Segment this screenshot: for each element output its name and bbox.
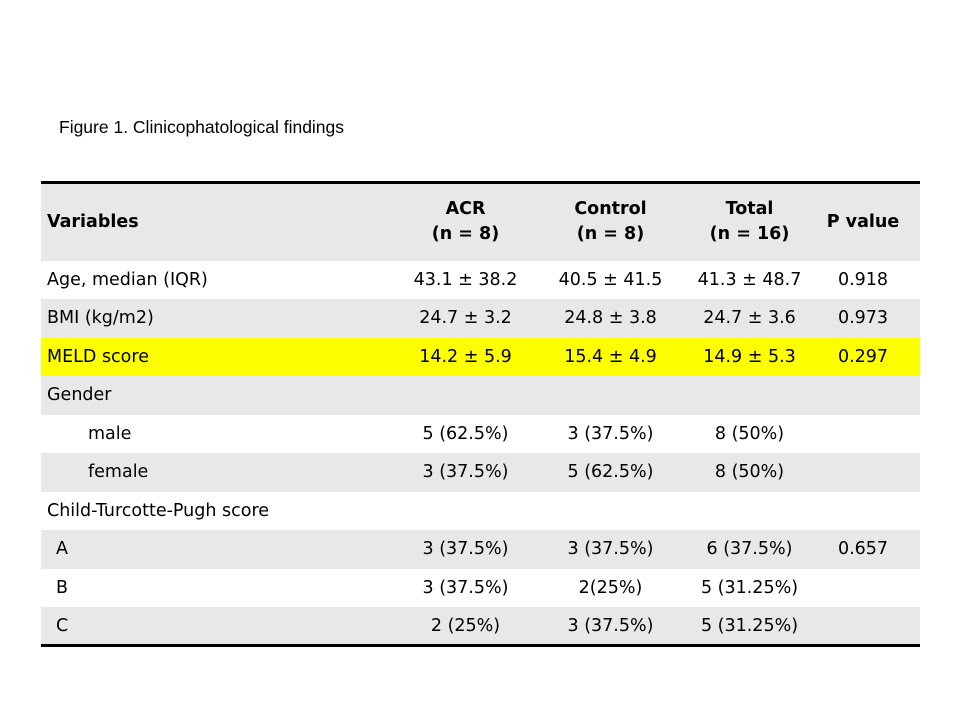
cell-p-value [806,453,920,492]
cell-variable: Age, median (IQR) [47,269,208,290]
table-row-gender [41,376,920,415]
cell-acr: 3 (37.5%) [422,462,509,483]
table-row-meld-score [41,338,920,377]
cell-total [693,376,806,415]
cell-total: 8 (50%) [714,423,785,444]
header-p-value: P value [826,211,900,232]
figure-title: Figure 1. Clinicophatological findings [59,117,345,137]
table-row-age [41,261,920,300]
cell-control: 2(25%) [578,577,643,598]
cell-p-value [806,376,920,415]
cell-acr: 3 (37.5%) [422,577,509,598]
header-total-n: (n = 16) [709,224,790,245]
cell-total: 41.3 ± 48.7 [697,269,802,290]
cell-acr [403,492,528,531]
cell-total: 5 (31.25%) [700,577,799,598]
header-total-label: Total [725,199,774,220]
cell-control [528,492,693,531]
cell-variable: female [88,462,149,483]
cell-control: 3 (37.5%) [567,423,654,444]
header-control [528,183,693,261]
cell-total: 14.9 ± 5.3 [703,346,796,367]
header-row [41,183,920,261]
cell-control [528,376,693,415]
cell-acr: 43.1 ± 38.2 [413,269,518,290]
header-control-label: Control [574,199,647,220]
table-header [41,183,920,261]
table-body [41,261,920,646]
cell-acr: 5 (62.5%) [422,423,509,444]
table-row-child-turcotte-pugh [41,492,920,531]
cell-variable: C [56,615,69,636]
cell-acr [403,376,528,415]
cell-p-value [806,607,920,646]
table-row-grade-a [41,530,920,569]
cell-total: 8 (50%) [714,462,785,483]
clinicopathological-table [41,181,920,647]
cell-variable: MELD score [47,346,149,367]
cell-acr: 14.2 ± 5.9 [419,346,512,367]
header-control-n: (n = 8) [576,224,645,245]
table-row-grade-c [41,607,920,646]
table-row-bmi [41,299,920,338]
cell-acr: 3 (37.5%) [422,539,509,560]
cell-acr: 2 (25%) [430,615,501,636]
cell-variable: male [88,423,132,444]
cell-control: 24.8 ± 3.8 [564,308,657,329]
cell-p-value [806,569,920,608]
cell-variable: Gender [47,385,112,406]
table-row-female [41,453,920,492]
table-row-grade-b [41,569,920,608]
cell-variable: Child-Turcotte-Pugh score [47,500,270,521]
header-acr-label: ACR [445,199,486,220]
cell-total: 6 (37.5%) [706,539,793,560]
cell-control: 3 (37.5%) [567,615,654,636]
cell-p-value: 0.657 [837,539,889,560]
cell-control: 3 (37.5%) [567,539,654,560]
cell-p-value: 0.973 [837,308,889,329]
cell-control: 15.4 ± 4.9 [564,346,657,367]
header-variables: Variables [47,211,139,232]
cell-p-value: 0.297 [837,346,889,367]
cell-p-value [806,492,920,531]
cell-variable: BMI (kg/m2) [47,308,154,329]
cell-total: 5 (31.25%) [700,615,799,636]
cell-acr: 24.7 ± 3.2 [419,308,512,329]
table-row-male [41,415,920,454]
cell-variable: A [56,539,68,560]
header-acr-n: (n = 8) [431,224,500,245]
cell-total [693,492,806,531]
cell-control: 5 (62.5%) [567,462,654,483]
cell-total: 24.7 ± 3.6 [703,308,796,329]
cell-p-value [806,415,920,454]
header-total [693,183,806,261]
cell-variable: B [56,577,69,598]
cell-control: 40.5 ± 41.5 [558,269,663,290]
cell-p-value: 0.918 [837,269,889,290]
header-acr [403,183,528,261]
